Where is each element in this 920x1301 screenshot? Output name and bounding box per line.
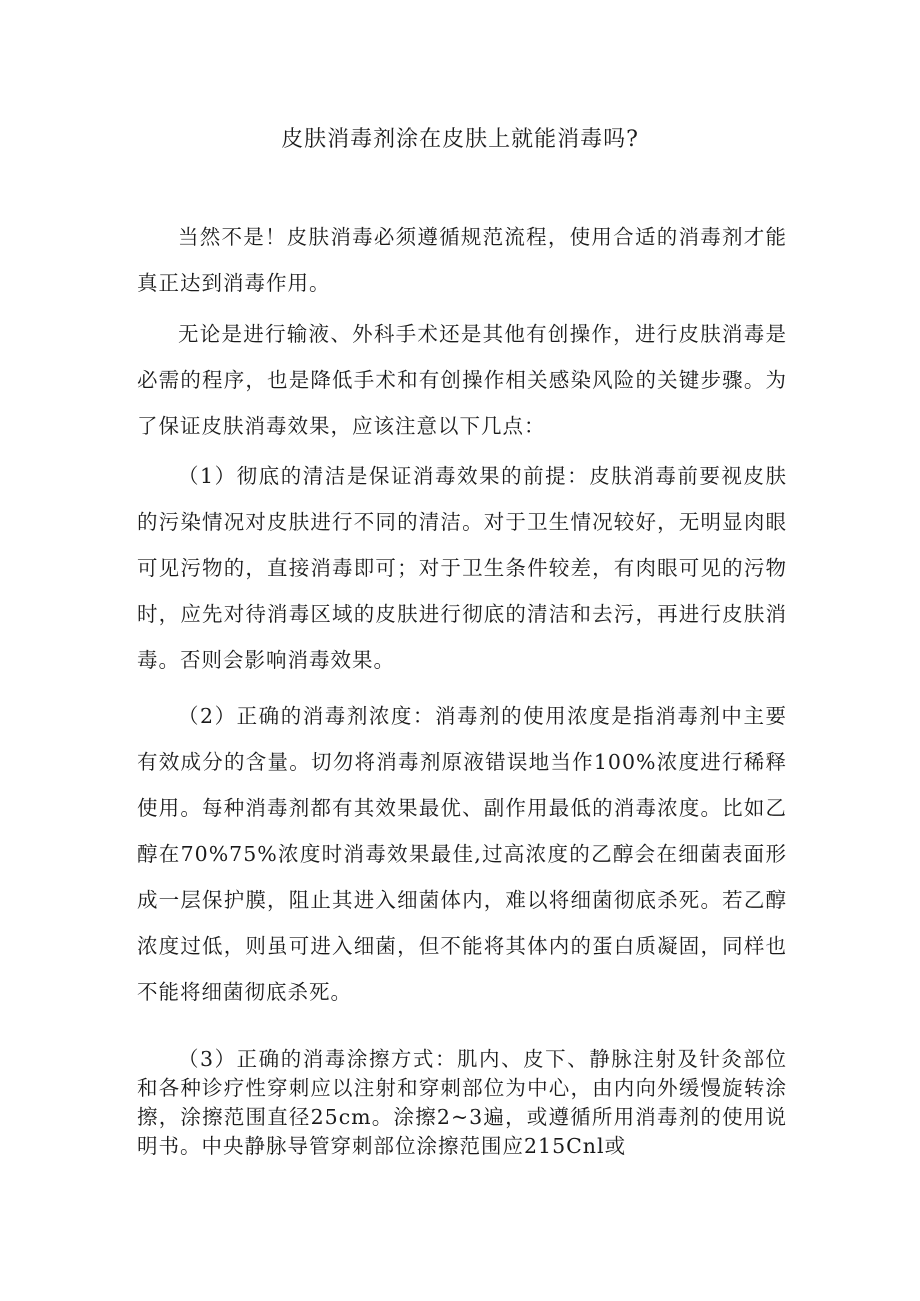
document-title: 皮肤消毒剂涂在皮肤上就能消毒吗? (281, 127, 639, 152)
paragraph-overview: 无论是进行输液、外科手术还是其他有创操作，进行皮肤消毒是必需的程序，也是降低手术和有创操作相关感染风险的关键步骤。为了保证皮肤消毒效果，应该注意以下几点： (137, 322, 787, 438)
paragraph-intro: 当然不是！皮肤消毒必须遵循规范流程，使用合适的消毒剂才能真正达到消毒作用。 (137, 225, 787, 295)
paragraph-point-1: （1）彻底的清洁是保证消毒效果的前提：皮肤消毒前要视皮肤的污染情况对皮肤进行不同的清洁。对于卫生情况较好，无明显肉眼可见污物的，直接消毒即可；对于卫生条件较差，有肉眼可见的污物时，应先对待消毒区域的皮肤进行彻底的清洁和去污，再进行皮肤消毒。否则会影响消毒效果。 (137, 464, 787, 672)
paragraph-point-3: （3）正确的消毒涂擦方式：肌内、皮下、静脉注射及针灸部位和各种诊疗性穿刺应以注射和穿刺部位为中心，由内向外缓慢旋转涂擦，涂擦范围直径25cm。涂擦2~3遍，或遵循所用消毒剂的使用说明书。中央静脉导管穿刺部位涂擦范围应215Cnl或 (137, 1047, 787, 1158)
paragraph-point-2: （2）正确的消毒剂浓度：消毒剂的使用浓度是指消毒剂中主要有效成分的含量。切勿将消毒剂原液错误地当作100%浓度进行稀释使用。每种消毒剂都有其效果最优、副作用最低的消毒浓度。比如乙醇在70%75%浓度时消毒效果最佳,过高浓度的乙醇会在细菌表面形成一层保护膜，阻止其进入细菌体内，难以将细菌彻底杀死。若乙醇浓度过低，则虽可进入细菌，但不能将其体内的蛋白质凝固，同样也不能将细菌彻底杀死。 (137, 704, 787, 1004)
